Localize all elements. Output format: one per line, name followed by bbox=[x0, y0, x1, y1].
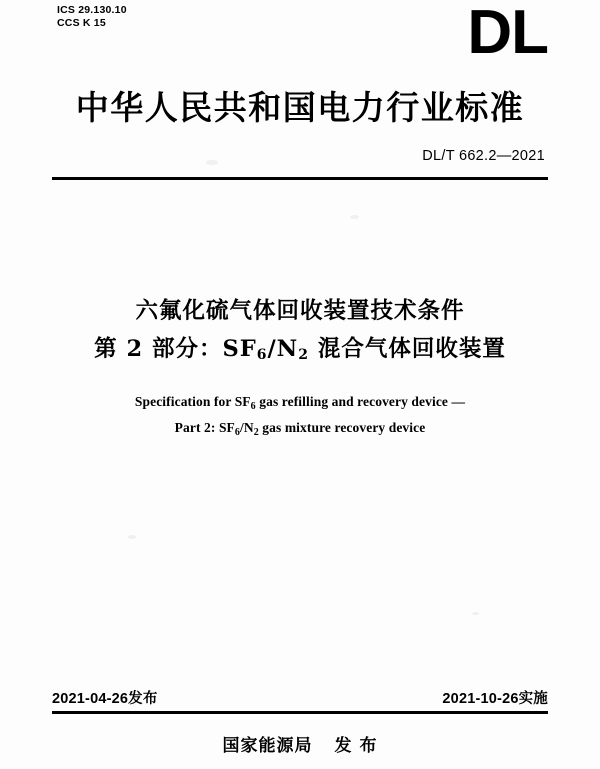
title-cn-subscript-6: 6 bbox=[256, 347, 268, 363]
title-cn-subscript-2: 2 bbox=[298, 347, 309, 363]
issuer-action: 发 布 bbox=[334, 736, 378, 756]
scan-speckle bbox=[128, 535, 136, 539]
issuing-authority bbox=[0, 731, 600, 756]
title-en-line2-subscript-2: 2 bbox=[253, 427, 259, 438]
title-cn-part-a: 第 2 部分：SF bbox=[94, 336, 257, 362]
header-divider bbox=[52, 177, 548, 180]
standard-number: DL/T 662.2—2021 bbox=[422, 148, 545, 164]
scan-speckle bbox=[350, 215, 359, 219]
title-en-line1-subscript-6: 6 bbox=[250, 401, 256, 412]
scan-speckle bbox=[206, 160, 218, 165]
ics-code: ICS 29.130.10 bbox=[57, 4, 127, 16]
title-en-line2-b: /N bbox=[240, 420, 254, 435]
dl-logo: DL bbox=[467, 0, 548, 67]
title-en-line1-b: gas refilling and recovery device — bbox=[255, 394, 466, 409]
document-title-chinese bbox=[0, 292, 600, 374]
implementation-date: 2021-10-26实施 bbox=[442, 691, 548, 707]
title-cn-line-2 bbox=[0, 330, 600, 374]
title-cn-line-1: 六氟化硫气体回收装置技术条件 bbox=[135, 298, 465, 324]
title-en-line-1 bbox=[0, 391, 600, 417]
document-title-english bbox=[0, 391, 600, 443]
footer-divider bbox=[52, 711, 548, 714]
title-cn-part-c: 混合气体回收装置 bbox=[309, 336, 506, 362]
national-standard-title: 中华人民共和国电力行业标准 bbox=[75, 88, 525, 127]
title-cn-part-b: /N bbox=[267, 336, 299, 362]
title-en-line2-subscript-6: 6 bbox=[234, 427, 241, 438]
title-en-line2-c: gas mixture recovery device bbox=[258, 420, 426, 435]
classification-codes bbox=[57, 4, 127, 30]
ccs-code: CCS K 15 bbox=[57, 17, 106, 29]
title-en-line2-a: Part 2: SF bbox=[174, 420, 235, 435]
issuer-name: 国家能源局 bbox=[222, 736, 313, 756]
scan-speckle bbox=[472, 612, 479, 615]
title-en-line-2 bbox=[0, 417, 600, 443]
publish-date: 2021-04-26发布 bbox=[52, 691, 158, 707]
title-en-line1-a: Specification for SF bbox=[134, 394, 251, 409]
